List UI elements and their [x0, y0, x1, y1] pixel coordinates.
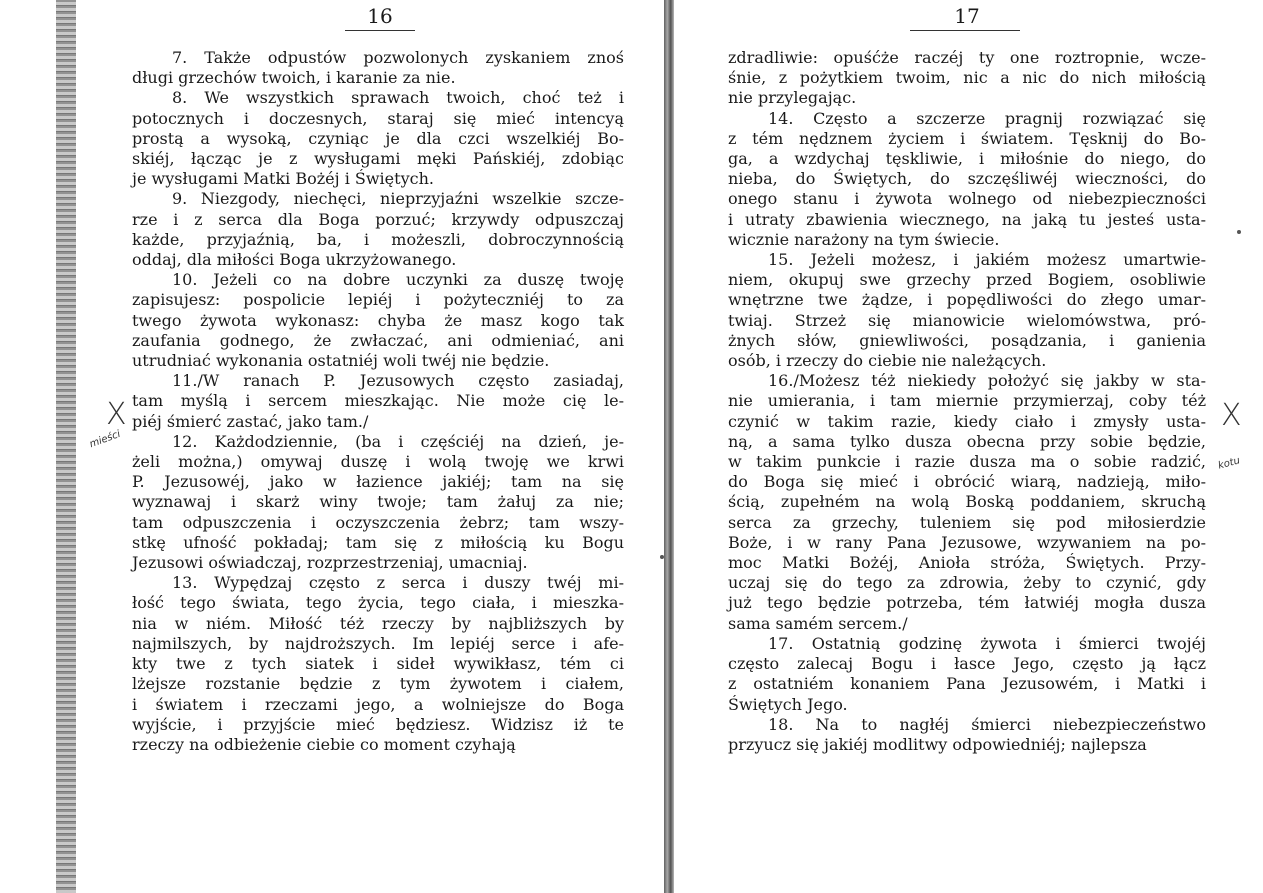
binding-shadow: [56, 0, 76, 893]
right-page: [672, 0, 1263, 893]
text-line: twego żywota wykonasz: chyba że masz kogo tak: [132, 310, 624, 330]
margin-x-mark: X: [106, 397, 127, 432]
text-line: moc Matki Bożéj, Anioła stróża, Świętych. Przy-: [728, 553, 1206, 573]
text-line: 8. We wszystkich sprawach twoich, choć też i: [172, 88, 624, 108]
text-line: żnych słów, gniewliwości, posądzania, i ganienia: [728, 330, 1206, 350]
page-number-rule: [910, 30, 1020, 31]
text-line: czynić w takim razie, kiedy ciało i zmysły usta-: [728, 411, 1206, 431]
margin-x-mark: X: [1221, 398, 1242, 433]
speck: [1237, 230, 1241, 234]
right-text-block: [728, 48, 1206, 755]
text-line: potocznych i doczesnych, staraj się mieć intencyą: [132, 108, 624, 128]
text-line: przyucz się jakiéj modlitwy odpowiedniéj; najlepsza: [728, 734, 1147, 754]
text-line: ga, a wzdychaj tęskliwie, i miłośnie do niego, do: [728, 149, 1206, 169]
text-line: 18. Na to nagłéj śmierci niebezpieczeństwo: [768, 714, 1206, 734]
text-line: wicznie narażony na tym świecie.: [728, 229, 1000, 249]
text-line: i utraty zbawienia wiecznego, na jaką tu jesteś usta-: [728, 209, 1206, 229]
text-line: utrudniać wykonania ostatniéj woli twéj nie będzie.: [132, 351, 550, 371]
text-line: skiéj, łącząc je z wysługami męki Pańskiéj, zdobiąc: [132, 149, 624, 169]
text-line: najmilszych, by najdroższych. Im lepiéj serce i afe-: [132, 633, 624, 653]
text-line: zapisujesz: pospolicie lepiéj i pożyteczniéj to za: [132, 290, 624, 310]
text-line: nieba, do Świętych, do szczęśliwéj wieczności, do: [728, 169, 1206, 189]
text-line: prostą a wysoką, czyniąc je dla czci wszelkiéj Bo-: [132, 128, 624, 148]
text-line: tam myślą i sercem mieszkając. Nie może cię le-: [132, 391, 624, 411]
text-line: Boże, i w rany Pana Jezusowe, wzywaniem na po-: [728, 532, 1206, 552]
text-line: każde, przyjaźnią, ba, i możeszli, dobroczynnością: [132, 229, 624, 249]
text-line: z tém nędznem życiem i światem. Tęsknij do Bo-: [728, 128, 1206, 148]
text-line: lżejsze rozstanie będzie z tym żywotem i ciałem,: [132, 674, 624, 694]
text-line: 10. Jeżeli co na dobre uczynki za duszę twoję: [172, 270, 624, 290]
text-line: oddaj, dla miłości Boga ukrzyżowanego.: [132, 250, 457, 270]
text-line: zaufania godnego, że zwłaczać, ani odmieniać, ani: [132, 330, 624, 350]
text-line: wnętrzne twe żądze, i popędliwości do złego umar-: [728, 290, 1206, 310]
text-line: zdradliwie: opuśćże raczéj ty one roztropnie, wcze-: [728, 48, 1206, 67]
text-line: 12. Każdodziennie, (ba i częściéj na dzień, je-: [172, 431, 624, 451]
text-line: 9. Niezgody, niechęci, nieprzyjaźni wszelkie szczе-: [172, 189, 624, 209]
text-line: ną, a sama tylko dusza obecna przy sobie będzie,: [728, 431, 1206, 451]
text-line: niem, okupuj swe grzechy przed Bogiem, osobliwie: [728, 270, 1206, 290]
text-line: wyznawaj i skarż winy twoje; tam żałuj za nie;: [132, 492, 624, 512]
text-line: stkę ufność pokładaj; tam się z miłością ku Bogu: [132, 532, 624, 552]
text-line: i światem i rzeczami jego, a wolniejsze do Boga: [132, 694, 624, 714]
left-text-block: [132, 48, 624, 755]
text-line: 13. Wypędzaj często z serca i duszy twéj mi-: [172, 573, 624, 593]
text-line: osób, i rzeczy do ciebie nie należących.: [728, 351, 1047, 371]
text-line: 7. Także odpustów pozwolonych zyskaniem znoś: [172, 48, 624, 67]
page-number-left: 16: [367, 4, 393, 28]
text-line: 14. Często a szczerze pragnij rozwiązać się: [768, 108, 1206, 128]
text-line: często zalecaj Bogu i łasce Jego, często ją łącz: [728, 654, 1206, 674]
text-line: Jezusowi oświadczaj, rozprzestrzeniaj, umacniaj.: [132, 553, 528, 573]
text-line: tam odpuszczenia i oczyszczenia żebrz; tam wszy-: [132, 512, 624, 532]
text-line: P. Jezusowéj, jako w łazience jakiéj; tam na się: [132, 472, 624, 492]
page-number-rule: [345, 30, 415, 31]
text-line: 17. Ostatnią godzinę żywota i śmierci twojéj: [768, 633, 1206, 653]
text-line: do Boga się mieć i obrócić wiarą, nadzieją, miło-: [728, 472, 1206, 492]
text-line: śnie, z pożytkiem twoim, nic a nic do nich miłością: [728, 68, 1206, 88]
text-line: 16./Możesz téż niekiedy położyć się jakby w sta-: [768, 371, 1206, 391]
text-line: nie umierania, i tam miernie przymierzaj, coby téż: [728, 391, 1206, 411]
text-line: żeli można,) omywaj duszę i wolą twoję we krwi: [132, 452, 624, 472]
margin-handwritten-note: mieści: [88, 428, 123, 451]
text-line: twiaj. Strzeż się mianowicie wielomówstwa, pró-: [728, 310, 1206, 330]
text-line: rzeczy na odbieżenie ciebie co moment czyhają: [132, 734, 516, 754]
text-line: piéj śmierć zastać, jako tam./: [132, 411, 369, 431]
text-line: ścią, zupełném na wolą Boską poddaniem, skruchą: [728, 492, 1206, 512]
speck: [660, 555, 664, 559]
text-line: rze i z serca dla Boga porzuć; krzywdy odpuszczaj: [132, 209, 624, 229]
text-line: długi grzechów twoich, i karanie za nie.: [132, 68, 456, 88]
text-line: wyjście, i przyjście mieć będziesz. Widzisz iż te: [132, 714, 624, 734]
text-line: sama samém sercem./: [728, 613, 908, 633]
text-line: onego stanu i żywota wolnego od niebezpieczności: [728, 189, 1206, 209]
text-line: w takim punkcie i razie dusza ma o sobie radzić,: [728, 452, 1206, 472]
text-line: uczaj się do tego za zdrowia, żeby to czynić, gdy: [728, 573, 1206, 593]
text-line: łość tego świata, tego życia, tego ciała, i mieszka-: [132, 593, 624, 613]
text-line: je wysługami Matki Bożéj i Świętych.: [132, 169, 434, 189]
text-line: nia w niém. Miłość téż rzeczy by najbliższych by: [132, 613, 624, 633]
text-line: Świętych Jego.: [728, 694, 848, 714]
page-number-right: 17: [954, 4, 980, 28]
text-line: nie przylegając.: [728, 88, 857, 108]
text-line: serca za grzechy, tuleniem się pod miłosierdzie: [728, 512, 1206, 532]
margin-handwritten-note: kotu: [1216, 455, 1242, 472]
text-line: z ostatniém konaniem Pana Jezusowém, i Matki i: [728, 674, 1206, 694]
text-line: kty twe z tych siatek i sideł wywikłasz, tém ci: [132, 654, 624, 674]
text-line: 11./W ranach P. Jezusowych często zasiadaj,: [172, 371, 624, 391]
text-line: 15. Jeżeli możesz, i jakiém możesz umartwie-: [768, 250, 1206, 270]
text-line: już tego będzie potrzeba, tém łatwiéj mogła dusza: [728, 593, 1206, 613]
